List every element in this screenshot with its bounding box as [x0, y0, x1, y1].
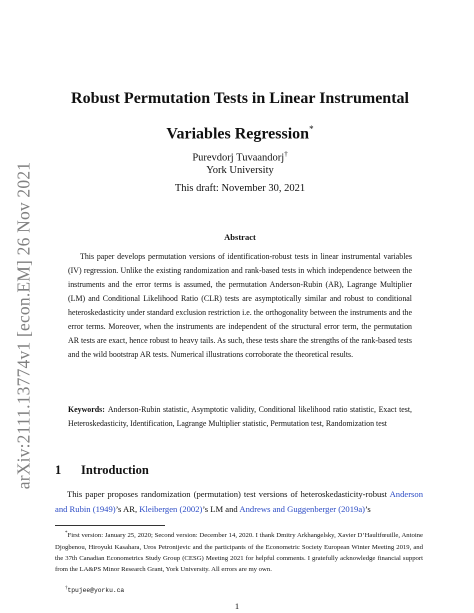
abstract-text: This paper develops permutation versions of identification-robust tests in linear instrumental variables (IV) regression. Unlike the existing randomization and rank-based tests in which independence between the instruments and the error terms is assumed, the permutation Anderson-Rubin (AR), Lagrange Multiplier (LM) and Conditional Likelihood Ratio (CLR) tests are asymptotically similar and robust to conditional heteroskedasticity under standard exclusion restriction i.e. the orthogonality between the instruments and the error terms. Moreover, when the instruments are independent of the structural error term, the permutation AR tests are exact, hence robust to heavy tails. As such, these tests share the strengths of the rank-based tests and the wild bootstrap AR tests. Numerical illustrations corroborate the theoretical results. [68, 252, 412, 359]
abstract-heading: Abstract [224, 232, 256, 242]
citation-link-kleibergen[interactable]: Kleibergen (2002) [139, 504, 203, 514]
title-footnote-mark: * [309, 124, 314, 134]
section-title: Introduction [81, 463, 149, 477]
keywords-text: Anderson-Rubin statistic, Asymptotic validity, Conditional likelihood ratio statistic, Exact test, Heteroskedasticity, Identification, Lagrange Multiplier statistic, Permutation test, Randomization test [68, 405, 412, 428]
paper-title [55, 83, 425, 149]
citation-link-anderson-rubin[interactable]: Anderson and Rubin (1949) [55, 489, 423, 514]
intro-text-2: ’s AR, [115, 504, 140, 514]
intro-paragraph [55, 487, 423, 517]
author-name-text: Purevdorj Tuvaandorj [192, 152, 285, 164]
title-line-2-text: Variables Regression [166, 125, 310, 143]
section-heading [55, 463, 149, 478]
author-name [55, 150, 425, 164]
intro-text-4: ’s [365, 504, 371, 514]
author-email: tpujee@yorku.ca [67, 587, 125, 595]
keywords-label: Keywords: [68, 405, 105, 414]
footnote-1 [55, 528, 423, 575]
page-number: 1 [234, 601, 240, 611]
section-number: 1 [55, 463, 62, 477]
intro-text-3: ’s LM and [202, 504, 240, 514]
arxiv-identifier: arXiv:2111.13774v1 [econ.EM] 26 Nov 2021 [13, 161, 34, 489]
footnote-1-mark: * [65, 531, 68, 536]
author-footnote-mark: † [284, 150, 288, 158]
intro-text-1: This paper proposes randomization (permutation) test versions of heteroskedasticity-robust [67, 489, 390, 499]
footnote-2-mark: † [65, 586, 68, 591]
footnote-rule [55, 525, 165, 526]
footnote-1-text: First version: January 25, 2020; Second version: December 14, 2020. I thank Dmitry Arkhangelsky, Xavier D’Haultfœuille, Antoine Djogbenou, Hiroyuki Kasahara, Uros Petronijevic and the participants of the Econometric Society European Winter Meeting 2019, and the 37th Canadian Econometrics Study Group (CESG) Meeting 2021 for helpful comments. I gratefully acknowledge financial support from the LA&PS Minor Research Grant, York University. All errors are my own. [55, 532, 423, 574]
arxiv-stamp [4, 150, 44, 500]
title-line-1: Robust Permutation Tests in Linear Instrumental [71, 90, 409, 107]
author-affiliation: York University [206, 165, 274, 176]
footnote-2 [55, 583, 423, 597]
title-line-2 [55, 114, 425, 149]
keywords [68, 403, 412, 431]
draft-date: This draft: November 30, 2021 [174, 183, 306, 194]
citation-link-andrews-guggenberger[interactable]: Andrews and Guggenberger (2019a) [239, 504, 365, 514]
